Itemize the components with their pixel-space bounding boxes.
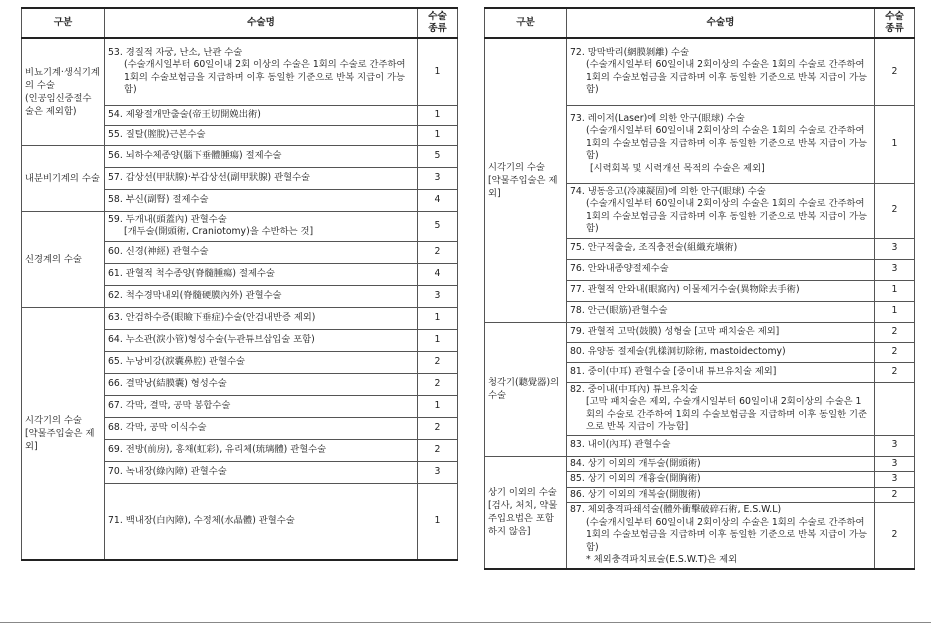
surgery-title: 56. 뇌하수체종양(腦下垂體腫瘍) 절제수술 xyxy=(108,149,282,161)
surgery-cell xyxy=(105,285,418,307)
surgery-note: (수술개시일부터 60일이내 2회이상의 수술은 1회의 수술로 간주하여 1회의 수술보험금을 지급하며 이후 동일한 기준으로 반복 지급이 가능함) xyxy=(586,59,868,96)
category-cell xyxy=(22,38,105,145)
page-bottom-rule xyxy=(0,622,931,623)
category-cell xyxy=(22,145,105,211)
category-label: [검사, 처치, 약물주입요법은 포함하지 않음] xyxy=(488,500,558,537)
surgery-cell xyxy=(105,373,418,395)
surgery-cell xyxy=(105,351,418,373)
surgery-title: 83. 내이(內耳) 관혈수술 xyxy=(570,439,671,451)
surgery-title: 61. 관혈적 척수종양(脊髓腫瘍) 절제수술 xyxy=(108,267,275,279)
surgery-cell xyxy=(567,183,875,238)
surgery-cell xyxy=(567,301,875,322)
surgery-title: 60. 신경(神經) 관혈수술 xyxy=(108,245,209,257)
surgery-cell xyxy=(567,503,875,569)
surgery-note: (수술개시일부터 60일이내 2회이상의 수술은 1회의 수술로 간주하여 1회의 수술보험금을 지급하며 이후 동일한 기준으로 반복 지급이 가능함) xyxy=(586,198,868,234)
surgery-title: 65. 누낭비강(淚囊鼻腔) 관혈수술 xyxy=(108,355,245,367)
surgery-type-value: 1 xyxy=(418,38,458,105)
left-surgery-table xyxy=(21,7,458,561)
header-type: 수술 종류 xyxy=(418,8,458,38)
surgery-cell xyxy=(567,456,875,472)
category-cell xyxy=(485,456,567,569)
surgery-title: 64. 누소관(淚小管)형성수술(누관튜브삽입술 포함) xyxy=(108,333,315,345)
surgery-note: [시력회복 및 시력개선 목적의 수술은 제외] xyxy=(590,162,765,174)
surgery-type-value: 3 xyxy=(875,259,915,280)
category-label: 비뇨기계·생식기계의 수술 xyxy=(25,66,100,91)
surgery-cell xyxy=(105,211,418,241)
table-header-row xyxy=(485,8,915,38)
surgery-type-value: 4 xyxy=(418,189,458,211)
surgery-type-value: 2 xyxy=(418,373,458,395)
header-type: 수술 종류 xyxy=(875,8,915,38)
surgery-title: 86. 상기 이외의 개복술(開腹術) xyxy=(570,488,701,500)
surgery-type-value: 4 xyxy=(418,263,458,285)
header-category: 구분 xyxy=(22,8,105,38)
surgery-type-value: 3 xyxy=(418,167,458,189)
category-label: [약물주입술은 제외] xyxy=(488,174,558,199)
surgery-type-value: 2 xyxy=(418,351,458,373)
surgery-cell xyxy=(567,280,875,301)
surgery-title: 87. 체외충격파쇄석술(體外衝擊破碎石術, E.S.W.L) xyxy=(570,504,782,515)
category-label: 신경계의 수술 xyxy=(25,253,82,265)
table-row xyxy=(22,38,458,105)
surgery-cell xyxy=(567,238,875,259)
surgery-type-value: 2 xyxy=(418,241,458,263)
surgery-title: 81. 중이(中耳) 관혈수술 [중이내 튜브유치술 제외] xyxy=(570,365,777,377)
header-category: 구분 xyxy=(485,8,567,38)
surgery-title: 77. 관혈적 안와내(眼窩內) 이물제거수술(異物除去手術) xyxy=(570,284,800,296)
surgery-type-value: 5 xyxy=(418,145,458,167)
surgery-type-value: 3 xyxy=(418,461,458,483)
surgery-title: 72. 망막박리(網膜剝離) 수술 xyxy=(570,46,690,58)
surgery-note: (수술개시일부터 60일이내 2회이상의 수술은 1회의 수술로 간주하여 1회의 수술보험금을 지급하며 이후 동일한 기준으로 반복 지급이 가능함) xyxy=(586,125,868,162)
surgery-type-value: 2 xyxy=(875,342,915,362)
category-cell xyxy=(22,307,105,560)
surgery-type-value: 3 xyxy=(875,472,915,488)
table-row xyxy=(485,322,915,342)
category-cell xyxy=(22,211,105,307)
table-row xyxy=(485,456,915,472)
category-cell xyxy=(485,322,567,456)
surgery-type-value: 1 xyxy=(418,307,458,329)
surgery-cell xyxy=(105,483,418,560)
surgery-type-value: 3 xyxy=(418,285,458,307)
surgery-title: 80. 유양동 절제술(乳樣洞切除術, mastoidectomy) xyxy=(570,345,786,357)
surgery-cell xyxy=(567,105,875,183)
surgery-cell xyxy=(105,263,418,285)
surgery-title: 79. 관혈적 고막(鼓膜) 성형술 [고막 패치술은 제외] xyxy=(570,325,780,337)
surgery-type-value xyxy=(875,382,915,435)
surgery-note: (수술개시일부터 60일이내 2회 이상의 수술은 1회의 수술로 간주하여 1회의 수술보험금을 지급하며 이후 동일한 기준으로 반복 지급이 가능함) xyxy=(124,59,406,96)
category-label: [약물주입술은 제외] xyxy=(25,427,95,452)
surgery-cell xyxy=(567,472,875,488)
surgery-type-value: 5 xyxy=(418,211,458,241)
surgery-cell xyxy=(105,307,418,329)
surgery-type-value: 2 xyxy=(875,183,915,238)
header-surgery: 수술명 xyxy=(105,8,418,38)
surgery-note: [고막 패치술은 제외, 수술개시일부터 60일이내 2회이상의 수술은 1회의 수술로 간주하여 1회의 수술보험금을 지급하며 이후 동일한 기준으로 반복 지급이 가능함] xyxy=(586,396,868,432)
surgery-title: 57. 갑상선(甲狀腺)·부갑상선(副甲狀腺) 관혈수술 xyxy=(108,171,311,183)
header-surgery: 수술명 xyxy=(567,8,875,38)
surgery-cell xyxy=(105,241,418,263)
surgery-title: 58. 부신(副腎) 절제수술 xyxy=(108,193,209,205)
surgery-cell xyxy=(567,382,875,435)
surgery-type-value: 2 xyxy=(875,322,915,342)
surgery-cell xyxy=(567,259,875,280)
surgery-title: 74. 냉동응고(冷凍凝固)에 의한 안구(眼球) 수술 xyxy=(570,185,766,197)
surgery-cell xyxy=(105,38,418,105)
surgery-cell xyxy=(105,167,418,189)
surgery-type-value: 1 xyxy=(875,280,915,301)
surgery-type-value: 1 xyxy=(875,105,915,183)
surgery-type-value: 3 xyxy=(875,238,915,259)
surgery-title: 69. 전방(前房), 홍채(虹彩), 유리체(琉璃體) 관혈수술 xyxy=(108,443,327,455)
category-label: 시각기의 수술 xyxy=(25,414,82,426)
surgery-title: 66. 결막낭(結膜囊) 형성수술 xyxy=(108,377,227,389)
surgery-type-value: 1 xyxy=(875,301,915,322)
surgery-cell xyxy=(105,189,418,211)
surgery-title: 55. 질탈(膣脫)근본수술 xyxy=(108,128,206,140)
surgery-title: 70. 녹내장(綠內障) 관혈수술 xyxy=(108,465,227,477)
surgery-title: 68. 각막, 공막 이식수술 xyxy=(108,421,207,433)
surgery-cell xyxy=(105,461,418,483)
surgery-note: [개두술(開頭術, Craniotomy)을 수반하는 것] xyxy=(124,226,314,237)
right-surgery-table xyxy=(484,7,915,570)
category-label: 상기 이외의 수술 xyxy=(488,487,557,498)
surgery-type-value: 1 xyxy=(418,395,458,417)
table-row xyxy=(485,38,915,105)
surgery-title: 78. 안근(眼筋)관혈수술 xyxy=(570,305,668,317)
table-header-row xyxy=(22,8,458,38)
surgery-type-value: 2 xyxy=(418,439,458,461)
surgery-cell xyxy=(567,38,875,105)
surgery-title: 84. 상기 이외의 개두술(開頭術) xyxy=(570,457,701,469)
table-row xyxy=(22,211,458,241)
surgery-title: 53. 경질적 자궁, 난소, 난관 수술 xyxy=(108,46,243,58)
surgery-title: 63. 안검하수증(眼瞼下垂症)수술(안검내반증 제외) xyxy=(108,311,316,323)
surgery-cell xyxy=(105,417,418,439)
surgery-note: * 체외충격파치료술(E.S.W.T)은 제외 xyxy=(586,554,738,565)
surgery-title: 76. 안와내종양절제수술 xyxy=(570,263,669,275)
surgery-title: 67. 각막, 결막, 공막 봉합수술 xyxy=(108,399,231,411)
surgery-cell xyxy=(567,435,875,456)
surgery-cell xyxy=(105,145,418,167)
surgery-type-value: 1 xyxy=(418,125,458,145)
category-label: (인공임신중절수술은 제외함) xyxy=(25,92,92,117)
surgery-type-value: 2 xyxy=(418,417,458,439)
surgery-title: 85. 상기 이외의 개흉술(開胸術) xyxy=(570,473,701,484)
surgery-cell xyxy=(567,362,875,382)
surgery-cell xyxy=(105,105,418,125)
surgery-title: 62. 척수경막내외(脊髓硬膜內外) 관혈수술 xyxy=(108,289,282,301)
surgery-type-value: 1 xyxy=(418,329,458,351)
surgery-title: 73. 레이저(Laser)에 의한 안구(眼球) 수술 xyxy=(570,112,745,124)
surgery-title: 75. 안구적출술, 조직충전술(組織充塡術) xyxy=(570,242,738,254)
surgery-cell xyxy=(567,342,875,362)
surgery-title: 54. 제왕절개만출술(帝王切開娩出術) xyxy=(108,108,261,120)
table-row xyxy=(22,145,458,167)
surgery-type-value: 2 xyxy=(875,38,915,105)
surgery-type-value: 2 xyxy=(875,362,915,382)
surgery-cell xyxy=(105,439,418,461)
table-row xyxy=(22,307,458,329)
surgery-type-value: 2 xyxy=(875,487,915,503)
category-label: 청각기(聽覺器)의 수술 xyxy=(488,377,560,401)
surgery-cell xyxy=(105,395,418,417)
surgery-title: 71. 백내장(白內障), 수정체(水晶體) 관혈수술 xyxy=(108,515,295,526)
surgery-title: 59. 두개내(頭蓋內) 관혈수술 xyxy=(108,213,227,225)
surgery-type-value: 1 xyxy=(418,483,458,560)
surgery-note: (수술개시일부터 60일이내 2회이상의 수술은 1회의 수술로 간주하여 1회의 수술보험금을 지급하며 이후 동일한 기준으로 반복 지급이 가능함) xyxy=(586,516,868,553)
surgery-cell xyxy=(105,329,418,351)
surgery-type-value: 3 xyxy=(875,456,915,472)
category-label: 내분비기계의 수술 xyxy=(25,172,100,184)
surgery-cell xyxy=(567,322,875,342)
surgery-type-value: 1 xyxy=(418,105,458,125)
surgery-title: 82. 중이내(中耳內) 튜브유치술 xyxy=(570,383,698,395)
surgery-cell xyxy=(105,125,418,145)
category-label: 시각기의 수술 xyxy=(488,161,545,173)
surgery-cell xyxy=(567,487,875,503)
surgery-type-value: 3 xyxy=(875,435,915,456)
category-cell xyxy=(485,38,567,322)
surgery-type-value: 2 xyxy=(875,503,915,569)
